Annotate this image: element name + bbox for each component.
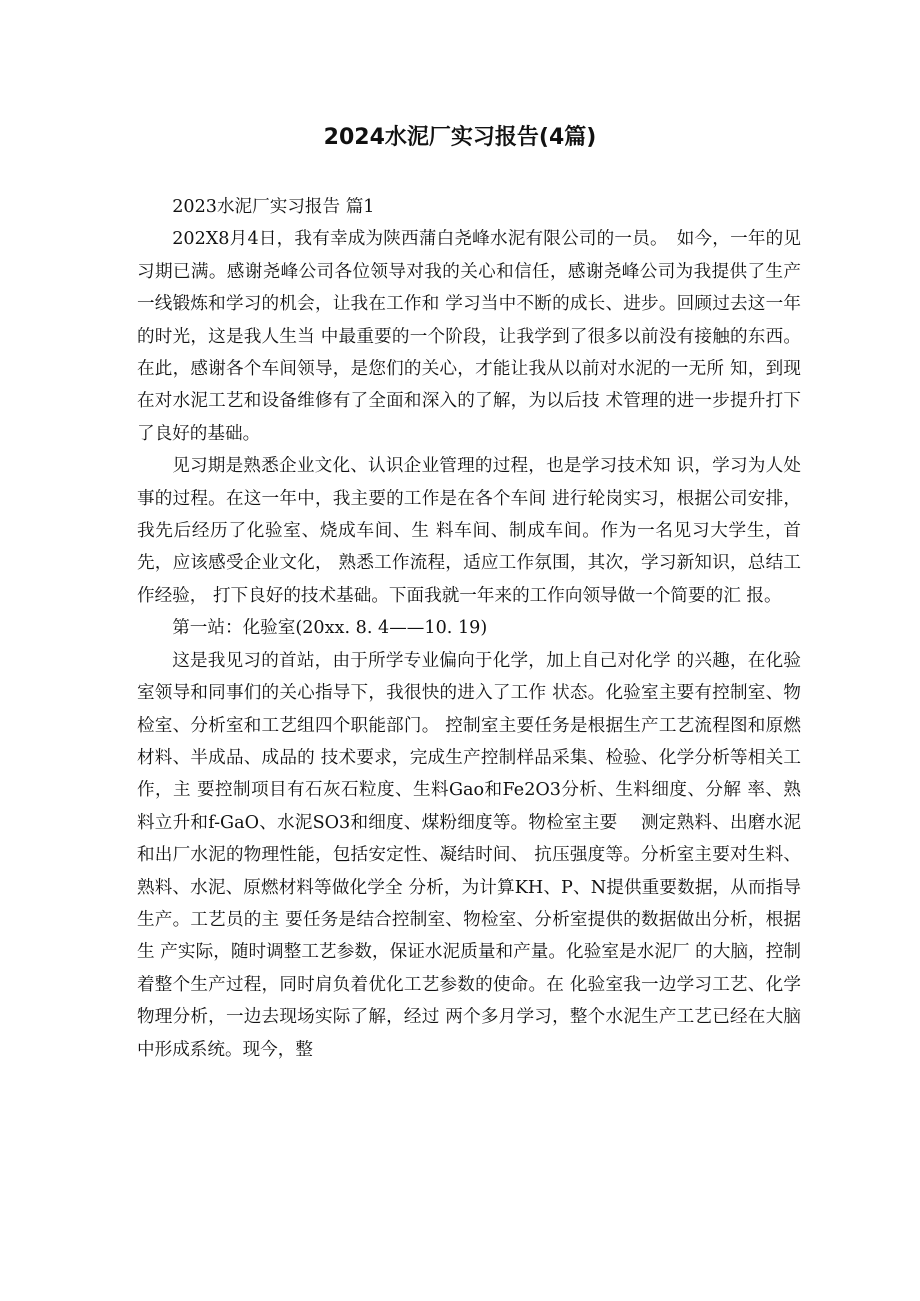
document-body [137, 191, 801, 1066]
paragraph-internship-overview: 见习期是熟悉企业文化、认识企业管理的过程，也是学习技术知 识，学习为人处事的过程。在这一年中，我主要的工作是在各个车间 进行轮岗实习，根据公司安排，我先后经历了化验室、烧成车间、生 料车间、制成车间。作为一名见习大学生，首先，应该感受企业文化， 熟悉工作流程，适应工作氛围，其次，学习新知识，总结工作经验， 打下良好的技术基础。下面我就一年来的工作向领导做一个简要的汇 报。 [137, 456, 801, 606]
document-title: 2024水泥厂实习报告(4篇) [323, 125, 597, 150]
paragraph-lab-work: 这是我见习的首站，由于所学专业偏向于化学，加上自己对化学 的兴趣，在化验室领导和同事们的关心指导下，我很快的进入了工作 状态。化验室主要有控制室、物检室、分析室和工艺组四个职能部门。 控制室主要任务是根据生产工艺流程图和原燃材料、半成品、成品的 技术要求，完成生产控制样品采集、检验、化学分析等相关工作，主 要控制项目有石灰石粒度、生料Gao和Fe2O3分析、生料细度、分解 率、熟料立升和f-GaO、水泥SO3和细度、煤粉细度等。物检室主要 测定熟料、出磨水泥和出厂水泥的物理性能，包括安定性、凝结时间、 抗压强度等。分析室主要对生料、熟料、水泥、原燃材料等做化学全 分析，为计算KH、P、N提供重要数据，从而指导生产。工艺员的主 要任务是结合控制室、物检室、分析室提供的数据做出分析，根据生 产实际，随时调整工艺参数，保证水泥质量和产量。化验室是水泥厂 的大脑，控制着整个生产过程，同时肩负着优化工艺参数的使命。在 化验室我一边学习工艺、化学物理分析，一边去现场实际了解，经过 两个多月学习，整个水泥生产工艺已经在大脑中形成系统。现今，整 [137, 650, 801, 1060]
paragraph-intro: 202X8月4日，我有幸成为陕西蒲白尧峰水泥有限公司的一员。 如今，一年的见习期已满。感谢尧峰公司各位领导对我的关心和信任，感谢尧峰公司为我提供了生产一线锻炼和学习的机会，让我在工作和 学习当中不断的成长、进步。回顾过去这一年的时光，这是我人生当 中最重要的一个阶段，让我学到了很多以前没有接触的东西。在此，感谢各个车间领导，是您们的关心，才能让我从以前对水泥的一无所 知，到现在对水泥工艺和设备维修有了全面和深入的了解，为以后技 术管理的进一步提升打下了良好的基础。 [137, 229, 801, 444]
section-heading: 2023水泥厂实习报告 篇1 [172, 197, 375, 217]
paragraph-first-station-heading: 第一站：化验室(20xx. 8. 4——10. 19) [172, 618, 488, 639]
